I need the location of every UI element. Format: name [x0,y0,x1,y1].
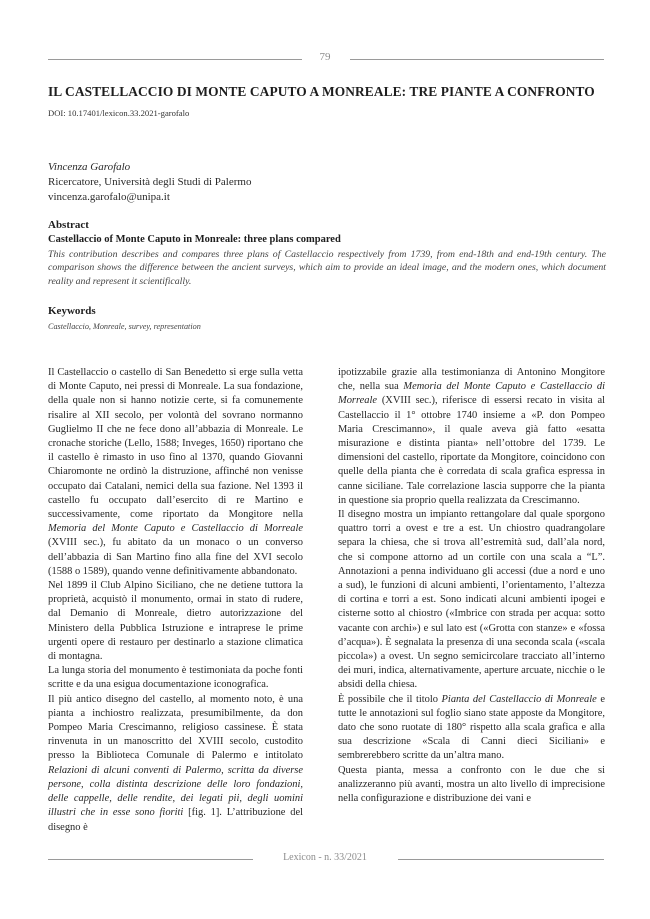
paragraph-text: (XVIII sec.), fu abitato da un monaco o un converso dell’abbazia di San Martino fino alla fine del XVI secolo (1588 o 1589), quando venne definitivamente abbandonato. [48,537,303,577]
doi[interactable]: DOI: 10.17401/lexicon.33.2021-garofalo [48,108,190,118]
author-name: Vincenza Garofalo [48,161,131,173]
body-column-right [338,366,605,806]
keywords-heading: Keywords [48,305,96,317]
abstract-heading: Abstract [48,219,89,231]
paragraph-text: ipotizzabile grazie alla testimonianza di Antonino Mongitore che, nella sua [338,367,605,393]
citation-title: Pianta del Castellaccio di Monreale [441,693,597,705]
paragraph-text: e tutte le annotazioni sul foglio siano state apposte da Mongitore, dato che sono ruotate di 180° rispetto alla scala grafica e alla sua descrizione «Scala di Canni dieci Siciliani» e sembrerebbero scritte da un’altra mano. [338,693,605,762]
footer-rule-right [398,859,604,860]
citation-title: Memoria del Monte Caputo e Castellaccio di Morreale [338,381,605,407]
page-number: 79 [319,51,331,63]
paragraph [338,693,605,764]
body-column-left [48,366,303,835]
paragraph-text: Il Castellaccio o castello di San Benedetto si erge sulla vetta di Monte Caputo, nei pressi di Monreale. La sua fondazione, della quale non si hanno notizie certe, si fa comunemente risalire al XII secolo, per volontà del sovrano normanno Guglielmo II che ne fece dono all’abbazia di Monreale. Le cronache storiche (Lello, 1588; Inveges, 1650) riportano che il castello è rimasto in uso fino al 1370, quando Giovanni Chiaromonte ne ordinò la distruzione, affinché non venisse occupato dai Catalani, nemici della sua fazione. Nel 1393 il castello fu occupato dall’esercito di re Martino e successivamente, come riportato da Mongitore nella [48,367,303,521]
header-rule-right [350,59,604,60]
paragraph-text: (XVIII sec.), riferisce di essersi recato in visita al Castellaccio il 1° ottobre 1740 insieme a «P. don Pompeo Maria Crescimanno», il quale aveva già fatto «esatta misurazione e distinta pianta» nell’ottobre del 1739. Le dimensioni del castello, riportate da Mongitore, coincidono con quelle della pianta che è corredata di scala grafica espressa in canne siciliane. Tale correlazione lascia supporre che la pianta in questione sia proprio quella realizzata da Crescimanno. [338,395,605,506]
paragraph-text: È possibile che il titolo [338,693,442,705]
citation-title: Relazioni di alcuni conventi di Palermo, scritta da diverse persone, colla distinta descrizione delle loro fondazioni, delle cappelle, delle rendite, dei legati pii, degli uomini illustri che in esse sono fioriti [48,764,303,819]
paragraph-text: [fig. 1]. L’attribuzione del disegno è [48,807,303,833]
abstract-title: Castellaccio of Monte Caputo in Monreale: three plans compared [48,234,341,245]
footer-journal: Lexicon - n. 33/2021 [283,852,367,863]
paragraph: Il disegno mostra un impianto rettangolare dal quale sporgono quattro torri a ovest e tre a est. Un chiostro quadrangolare separa la chiesa, che si trova all’estremità sud, dall’ala nord, che si compone attorno ad un cortile con una scala a “L”. Annotazioni a penna individuano gli accessi (due a nord e uno a sud), le funzioni di alcuni ambienti, l’orientamento, l’altezza di cortina e torri a est. Sono indicati alcuni ambienti ipogei e cisterne sotto al chiostro («Imbrice con strada per acqua: sotto vacante con archi») e sul lato est («Grotta con stanze» e «fossa d’acqua»). È segnalata la presenza di una seconda scala («scala piccola») a ovest. Un segno semicircolare tracciato all’interno dei muri, indica, alternativamente, aperture arcuate, nicchie o le absidi della chiesa. [338,509,605,691]
paragraph [48,366,303,579]
paragraph [48,693,303,835]
author-block [48,160,251,205]
paragraph: La lunga storia del monumento è testimoniata da poche fonti scritte e da una esigua documentazione iconografica. [48,665,303,691]
paragraph [338,366,605,508]
citation-title: Memoria del Monte Caputo e Castellaccio di Morreale [48,523,303,535]
author-affiliation: Ricercatore, Università degli Studi di Palermo [48,176,252,188]
author-email[interactable]: vincenza.garofalo@unipa.it [48,191,170,203]
paragraph: Nel 1899 il Club Alpino Siciliano, che ne detiene tuttora la proprietà, acquistò il monumento, ormai in stato di rudere, dal Demanio di Monreale, dietro autorizzazione del Ministero della Pubblica Istruzione e intraprese le prime urgenti opere di restauro per destinarlo a stazione climatica di montagna. [48,580,303,663]
paragraph-text: Il più antico disegno del castello, al momento noto, è una pianta a inchiostro realizzata, presumibilmente, da don Pompeo Maria Crescimanno, religioso cassinese. È stata rinvenuta in un manoscritto del XVIII secolo, custodito presso la Biblioteca Comunale di Palermo e intitolato [48,693,303,762]
paragraph: Questa pianta, messa a confronto con le due che si analizzeranno più avanti, mostra un alto livello di imprecisione nella configurazione e distribuzione dei vani e [338,764,605,805]
article-title: IL CASTELLACCIO DI MONTE CAPUTO A MONREALE: TRE PIANTE A CONFRONTO [48,84,595,99]
keywords-text: Castellaccio, Monreale, survey, representation [48,322,201,331]
abstract-text: This contribution describes and compares three plans of Castellaccio respectively from 1739, from end-18th and end-19th century. The comparison shows the difference between the ancient surveys, which aim to provide an ideal image, and the modern ones, which document reality and represent it scientifically. [48,249,606,287]
